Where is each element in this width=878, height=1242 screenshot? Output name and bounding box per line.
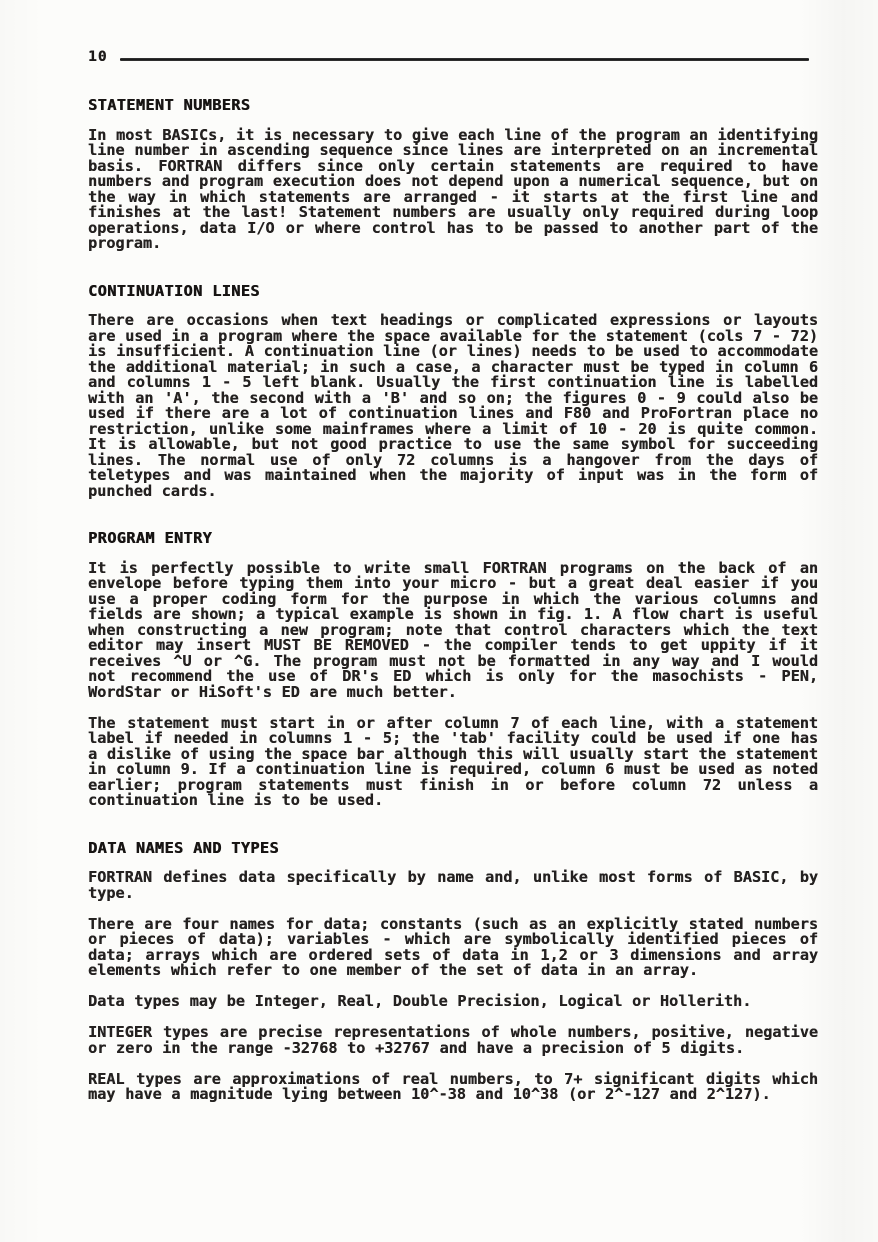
section-heading-continuation-lines: CONTINUATION LINES <box>88 281 260 300</box>
paragraph: It is perfectly possible to write small FORTRAN programs on the back of an envelope before typing them into your micro - but a great deal easier if you use a proper coding form for the purpose in which the various columns and fields are shown; a typical example is shown in fig. 1. A flow chart is useful when constructing a new program; note that control characters which the text editor may insert MUST BE REMOVED - the compiler tends to get uppity if it receives ^U or ^G. The program must not be formatted in any way and I would not recommend the use of DR's ED which is only for the masochists - PEN, WordStar or HiSoft's ED are much better. <box>88 558 818 701</box>
section-heading-data-names-and-types: DATA NAMES AND TYPES <box>88 838 279 857</box>
section-program-entry <box>88 531 818 809</box>
page-header <box>88 50 818 66</box>
paragraph: There are occasions when text headings or complicated expressions or layouts are used in a program where the space available for the statement (cols 7 - 72) is insufficient. A continuation line (or lines) needs to be used to accommodate the additional material; in such a case, a character must be typed in column 6 and columns 1 - 5 left blank. Usually the first continuation line is labelled with an 'A', the second with a 'B' and so on; the figures 0 - 9 could also be used if there are a lot of continuation lines and F80 and ProFortran place no restriction, unlike some mainframes where a limit of 10 - 20 is quite common. It is allowable, but not good practice to use the same symbol for succeeding lines. The normal use of only 72 columns is a hangover from the days of teletypes and was maintained when the majority of input was in the form of punched cards. <box>88 311 818 500</box>
section-continuation-lines <box>88 281 818 500</box>
section-heading-statement-numbers: STATEMENT NUMBERS <box>88 96 251 114</box>
section-data-names-and-types <box>88 838 818 1103</box>
page-number: 10 <box>88 49 108 66</box>
paragraph: INTEGER types are precise representations of whole numbers, positive, negative or zero in the range -32768 to +32767 and have a precision of 5 digits. <box>88 1023 818 1057</box>
header-rule <box>120 58 809 61</box>
paragraph: The statement must start in or after column 7 of each line, with a statement label if needed in columns 1 - 5; the 'tab' facility could be used if one has a dislike of using the space bar although this will usually start the statement in column 9. If a continuation line is required, column 6 must be used as noted earlier; program statements must finish in or before column 72 unless a continuation line is to be used. <box>88 713 818 809</box>
paragraph: There are four names for data; constants (such as an explicitly stated numbers or pieces of data); variables - which are symbolically identified pieces of data; arrays which are ordered sets of data in 1,2 or 3 dimensions and array elements which refer to one member of the set of data in an array. <box>88 914 818 979</box>
paragraph: REAL types are approximations of real numbers, to 7+ significant digits which may have a magnitude lying between 10^-38 and 10^38 (or 2^-127 and 2^127). <box>88 1069 818 1103</box>
section-heading-program-entry: PROGRAM ENTRY <box>88 529 213 547</box>
paragraph: Data types may be Integer, Real, Double Precision, Logical or Hollerith. <box>88 992 752 1010</box>
paragraph: FORTRAN defines data specifically by name and, unlike most forms of BASIC, by type. <box>88 868 818 902</box>
paragraph: In most BASICs, it is necessary to give each line of the program an identifying line number in ascending sequence since lines are interpreted on an incremental basis. FORTRAN differs since only certain statements are required to have numbers and program execution does not depend upon a numerical sequence, but on the way in which statements are arranged - it starts at the first line and finishes at the last! Statement numbers are usually only required during loop operations, data I/O or where control has to be passed to another part of the program. <box>88 125 818 252</box>
section-statement-numbers <box>88 98 818 252</box>
